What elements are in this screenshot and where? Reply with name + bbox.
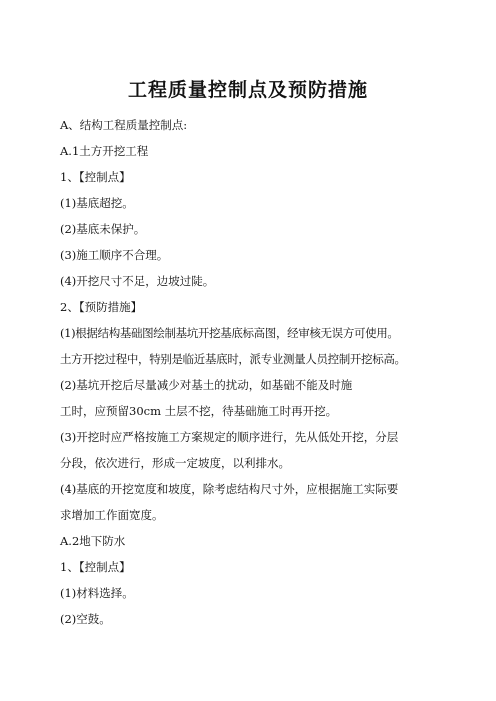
list-item: (4)开挖尺寸不足，边坡过陡。 — [60, 274, 215, 288]
paragraph-line: (3)开挖时应严格按施工方案规定的顺序进行，先从低处开挖，分层 — [60, 430, 399, 444]
list-item: (2)基底未保护。 — [60, 222, 146, 236]
paragraph-line: 土方开挖过程中，特别是临近基底时，派专业测量人员控制开挖标高。 — [60, 352, 406, 366]
list-item: (3)施工顺序不合理。 — [60, 248, 169, 262]
prevention-heading: 2、【预防措施】 — [60, 300, 143, 314]
paragraph-line: 分段，依次进行，形成一定坡度，以利排水。 — [60, 456, 290, 470]
paragraph-line: (2)基坑开挖后尽量减少对基土的扰动，如基础不能及时施 — [60, 378, 353, 392]
subsection-heading: A.2地下防水 — [60, 534, 126, 548]
paragraph-line: 工时，应预留30cm 土层不挖，待基础施工时再开挖。 — [60, 404, 338, 418]
document-title: 工程质量控制点及预防措施 — [127, 79, 368, 101]
paragraph-line: (4)基底的开挖宽度和坡度，除考虑结构尺寸外，应根据施工实际要 — [60, 482, 399, 496]
paragraph-line: 求增加工作面宽度。 — [60, 508, 164, 522]
list-item: (2)空鼓。 — [60, 612, 111, 626]
subsection-heading: A.1土方开挖工程 — [60, 144, 149, 158]
list-item: (1)材料选择。 — [60, 586, 134, 600]
control-points-heading: 1、【控制点】 — [60, 560, 131, 574]
paragraph-line: (1)根据结构基础图绘制基坑开挖基底标高图，经审核无误方可使用。 — [60, 326, 399, 340]
section-heading: A、结构工程质量控制点: — [60, 118, 188, 132]
control-points-heading: 1、【控制点】 — [60, 170, 131, 184]
list-item: (1)基底超挖。 — [60, 196, 134, 210]
